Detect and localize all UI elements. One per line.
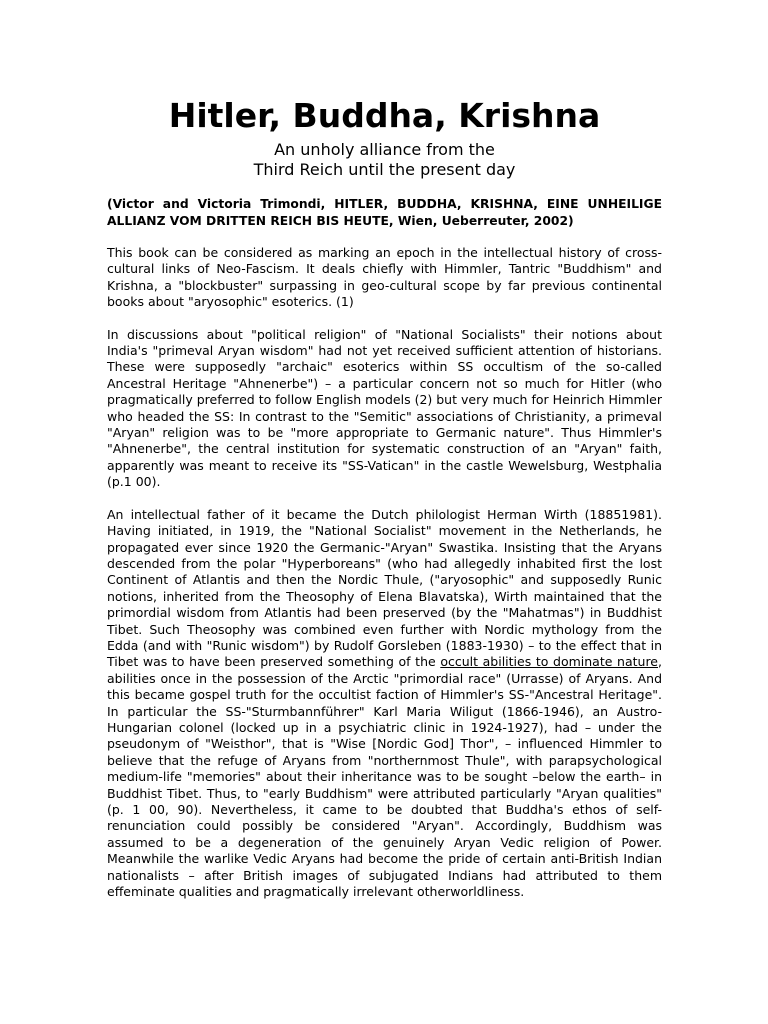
- paragraph-2: In discussions about "political religion" of "National Socialists" their notions about India's "primeval Aryan wisdom" had not yet received sufficient attention of historians. These were supposedly "archaic" esoterics within SS occultism of the so-called Ancestral Heritage "Ahnenerbe") – a particular concern not so much for Hitler (who pragmatically preferred to follow English models (2) but very much for Heinrich Himmler who headed the SS: In contrast to the "Semitic" associations of Christianity, a primeval "Aryan" religion was to be "more appropriate to Germanic nature". Thus Himmler's "Ahnenerbe", the central institution for systematic construction of an "Aryan" faith, apparently was meant to receive its "SS-Vatican" in the castle Wewelsburg, Westphalia (p.1 00).: [107, 326, 662, 490]
- subtitle-line-2: Third Reich until the present day: [253, 160, 516, 179]
- paragraph-3-part-b: , abilities once in the possession of the Arctic "primordial race" (Urrasse) of Aryans. And this became gospel truth for the occultist faction of Himmler's SS-"Ancestral Heritage". In particular the SS-"Sturmbannführer" Karl Maria Wiligut (1866-1946), an Austro-Hungarian colonel (locked up in a psychiatric clinic in 1924-1927), had – under the pseudonym of "Weisthor", that is "Wise [Nordic God] Thor", – influenced Himmler to believe that the refuge of Aryans from "northernmost Thule", with parapsychological medium-life "memories" about their inheritance was to be sought –below the earth– in Buddhist Tibet. Thus, to "early Buddhism" were attributed particularly "Aryan qualities" (p. 1 00, 90). Nevertheless, it came to be doubted that Buddha's ethos of self-renunciation could possibly be considered "Aryan". Accordingly, Buddhism was assumed to be a degeneration of the genuinely Aryan Vedic religion of Power. Meanwhile the warlike Vedic Aryans had become the pride of certain anti-British Indian nationalists – after British images of subjugated Indians had attributed to them effeminate qualities and pragmatically irrelevant otherworldliness.: [107, 654, 662, 900]
- paragraph-1: This book can be considered as marking an epoch in the intellectual history of cross-cultural links of Neo-Fascism. It deals chiefly with Himmler, Tantric "Buddhism" and Krishna, a "blockbuster" surpassing in geo-cultural scope by far previous continental books about "aryosophic" esoterics. (1): [107, 245, 662, 310]
- document-page: [107, 96, 662, 900]
- page-title: Hitler, Buddha, Krishna: [168, 96, 601, 135]
- paragraph-3-part-a: An intellectual father of it became the Dutch philologist Herman Wirth (18851981). Having initiated, in 1919, the "National Socialist" movement in the Netherlands, he propagated ever since 1920 the Germanic-"Aryan" Swastika. Insisting that the Aryans descended from the polar "Hyperboreans" (who had allegedly inhabited first the lost Continent of Atlantis and then the Nordic Thule, ("aryosophic" and supposedly Runic notions, inherited from the Theosophy of Elena Blavatska), Wirth maintained that the primordial wisdom from Atlantis had been preserved (by the "Mahatmas") in Buddhist Tibet. Such Theosophy was combined even further with Nordic mythology from the Edda (and with "Runic wisdom") by Rudolf Gorsleben (1883-1930) – to the effect that in Tibet was to have been preserved something of the: [107, 506, 662, 670]
- citation: (Victor and Victoria Trimondi, HITLER, BUDDHA, KRISHNA, EINE UNHEILIGE ALLIANZ VOM DRITTEN REICH BIS HEUTE, Wien, Ueberreuter, 2002): [107, 197, 662, 228]
- underlined-phrase: occult abilities to dominate nature: [440, 654, 659, 670]
- paragraph-3: [107, 507, 662, 901]
- subtitle: [107, 140, 662, 180]
- subtitle-line-1: An unholy alliance from the: [274, 140, 495, 159]
